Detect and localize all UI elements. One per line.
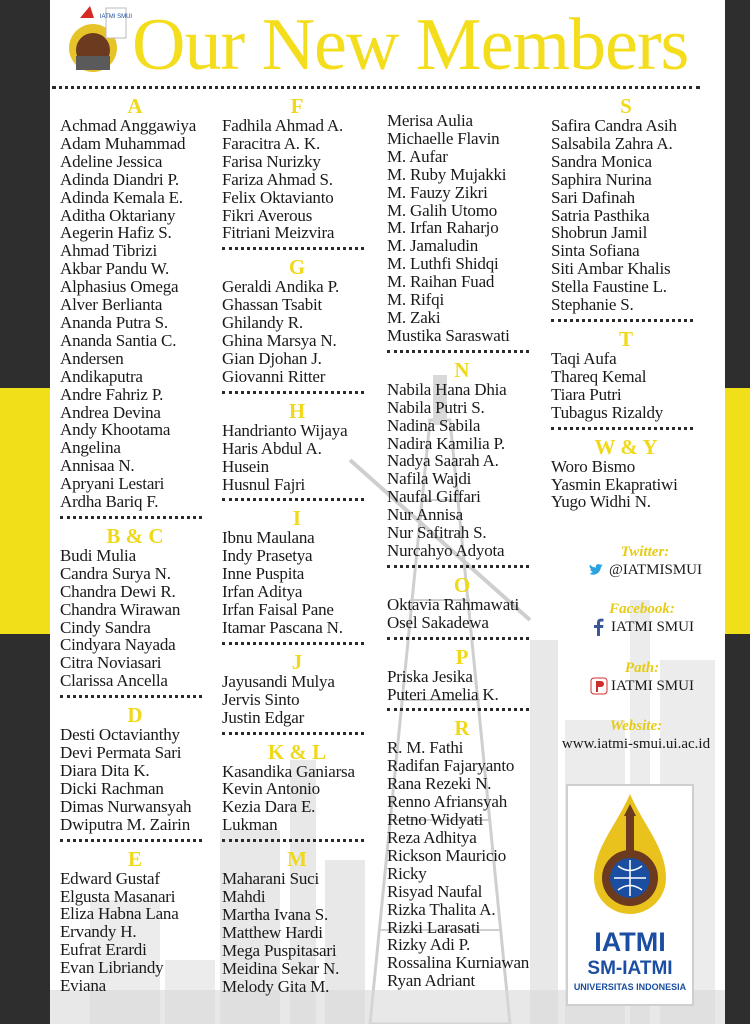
section-divider <box>387 708 529 711</box>
member-name: Budi Mulia <box>60 545 136 565</box>
member-name: Ardha Bariq F. <box>60 492 159 512</box>
member-section <box>387 574 559 640</box>
website-link[interactable]: www.iatmi-smui.ui.ac.id <box>561 736 711 752</box>
member-name: Sinta Sofiana <box>551 241 640 261</box>
member-name: M. Zaki <box>387 307 441 327</box>
member-section <box>222 741 394 843</box>
member-name: Inne Puspita <box>222 564 305 584</box>
member-name: Edward Gustaf <box>60 868 160 888</box>
member-name: Nadya Saarah A. <box>387 451 499 471</box>
member-list <box>387 668 559 704</box>
section-divider <box>222 247 364 250</box>
section-divider <box>551 319 693 322</box>
member-section <box>222 848 394 995</box>
member-name: M. Irfan Raharjo <box>387 218 499 238</box>
website-label: Website: <box>609 718 663 734</box>
member-section <box>387 717 559 990</box>
member-name: Dimas Nurwansyah <box>60 796 192 816</box>
member-name: Faracitra A. K. <box>222 133 321 153</box>
member-name: Giovanni Ritter <box>222 366 326 386</box>
member-name: R. M. Fathi <box>387 738 464 758</box>
section-letter-heading: A <box>127 94 143 118</box>
member-list <box>387 112 559 345</box>
member-name: Dwiputra M. Zairin <box>60 814 191 834</box>
section-divider <box>387 350 529 353</box>
member-name: Irfan Aditya <box>222 582 303 602</box>
member-name: Chandra Dewi R. <box>60 581 176 601</box>
member-name: Achmad Anggawiya <box>60 116 197 135</box>
section-divider <box>551 427 693 430</box>
member-name: Rizka Thalita A. <box>387 899 496 919</box>
member-list <box>222 117 394 242</box>
member-name: M. Galih Utomo <box>387 200 498 220</box>
facebook-handle[interactable]: IATMI SMUI <box>611 619 694 635</box>
member-name: Renno Afriansyah <box>387 792 508 812</box>
section-divider <box>222 642 364 645</box>
member-name: Andre Fahriz P. <box>60 384 164 404</box>
member-name: Reza Adhitya <box>387 828 477 847</box>
section-divider <box>387 565 529 568</box>
member-list <box>387 739 559 990</box>
member-section <box>60 704 232 841</box>
member-section <box>222 400 394 502</box>
member-list <box>222 278 394 385</box>
member-name: Stephanie S. <box>551 295 634 315</box>
title-divider <box>52 86 700 89</box>
section-divider <box>60 516 202 519</box>
member-name: Salsabila Zahra A. <box>551 133 673 153</box>
member-name: Ryan Adriant <box>387 971 476 991</box>
logo-sm-iatmi-text: SM-IATMI <box>587 958 673 979</box>
member-name: Ghina Marsya N. <box>222 331 337 351</box>
member-name: Nafila Wajdi <box>387 469 472 489</box>
member-name: Retno Widyati <box>387 810 484 830</box>
section-letter-heading: J <box>291 649 303 674</box>
twitter-bird-icon <box>588 561 606 579</box>
member-name: Alver Berlianta <box>60 295 163 315</box>
member-section <box>60 525 232 698</box>
twitter-block <box>560 544 730 579</box>
member-section <box>551 95 723 322</box>
member-name: Shobrun Jamil <box>551 223 648 243</box>
member-name: Jayusandi Mulya <box>222 671 335 691</box>
path-handle[interactable]: IATMI SMUI <box>611 678 694 694</box>
member-list <box>60 547 232 690</box>
member-name: Citra Noviasari <box>60 653 162 673</box>
member-name: M. Ruby Mujakki <box>387 164 507 184</box>
member-name: Fariza Ahmad S. <box>222 169 333 189</box>
section-divider <box>387 637 529 640</box>
member-name: Mega Puspitasari <box>222 940 337 960</box>
member-list <box>551 350 723 422</box>
member-name: Priska Jesika <box>387 666 473 686</box>
section-divider <box>222 391 364 394</box>
member-name: Puteri Amelia K. <box>387 684 499 704</box>
member-name: Eliza Habna Lana <box>60 904 179 924</box>
member-section <box>387 112 559 353</box>
member-name: Fitriani Meizvira <box>222 223 335 243</box>
member-name: Elgusta Masanari <box>60 886 176 906</box>
section-letter-heading: S <box>620 94 632 118</box>
section-letter-heading: D <box>127 703 143 728</box>
member-name: Aegerin Hafiz S. <box>60 223 172 243</box>
member-name: Tiara Putri <box>551 384 622 404</box>
member-name: Tubagus Rizaldy <box>551 402 664 422</box>
member-name: Ananda Santia C. <box>60 330 177 350</box>
section-divider <box>222 732 364 735</box>
member-name: Nabila Hana Dhia <box>387 379 507 399</box>
page-title: Our New Members <box>132 4 689 86</box>
member-name: Safira Candra Asih <box>551 116 677 135</box>
member-list <box>60 117 232 511</box>
member-name: Kevin Antonio <box>222 779 320 799</box>
section-divider <box>222 498 364 501</box>
member-name: Michaelle Flavin <box>387 128 500 148</box>
members-column-4 <box>551 95 723 511</box>
section-divider <box>60 839 202 842</box>
member-name: Justin Edgar <box>222 707 305 727</box>
member-name: Indy Prasetya <box>222 546 313 566</box>
path-block <box>557 660 727 695</box>
member-name: Candra Surya N. <box>60 563 171 583</box>
member-name: Sandra Monica <box>551 151 652 171</box>
member-list <box>222 529 394 636</box>
member-name: Ghassan Tsabit <box>222 295 323 315</box>
member-name: Aditha Oktariany <box>60 205 176 225</box>
member-name: M. Jamaludin <box>387 236 479 256</box>
member-name: Adinda Diandri P. <box>60 169 179 189</box>
member-name: Diara Dita K. <box>60 761 150 780</box>
member-name: Haris Abdul A. <box>222 438 322 458</box>
member-name: Naufal Giffari <box>387 487 481 507</box>
member-name: M. Luthfi Shidqi <box>387 254 499 274</box>
member-name: Cindy Sandra <box>60 617 151 637</box>
member-name: Andersen <box>60 348 124 368</box>
member-name: Ibnu Maulana <box>222 528 315 548</box>
logo-university-text: UNIVERSITAS INDONESIA <box>573 982 687 992</box>
section-divider <box>222 839 364 842</box>
member-section <box>222 651 394 735</box>
member-list <box>551 117 723 314</box>
section-letter-heading: F <box>290 94 304 118</box>
member-name: Apryani Lestari <box>60 474 165 494</box>
member-name: M. Aufar <box>387 146 448 166</box>
member-name: Lukman <box>222 815 278 835</box>
member-name: Andikaputra <box>60 366 143 386</box>
member-name: Rickson Mauricio <box>387 845 507 865</box>
member-name: Annisaa N. <box>60 456 135 476</box>
facebook-block <box>557 601 727 636</box>
member-name: Kasandika Ganiarsa <box>222 761 355 781</box>
member-name: Evan Libriandy <box>60 958 164 978</box>
member-list <box>551 458 723 512</box>
member-section <box>387 359 559 568</box>
path-label: Path: <box>624 660 660 676</box>
member-name: Clarissa Ancella <box>60 671 168 691</box>
member-section <box>222 507 394 644</box>
member-name: Rizki Larasati <box>387 917 481 937</box>
member-name: Desti Octavianthy <box>60 725 180 745</box>
member-name: Meidina Sekar N. <box>222 958 340 978</box>
member-name: Adam Muhammad <box>60 133 186 153</box>
section-letter-heading: B & C <box>106 523 164 548</box>
section-letter-heading: H <box>288 398 306 423</box>
section-letter-heading: P <box>455 644 469 669</box>
member-name: Woro Bismo <box>551 456 635 476</box>
member-name: Osel Sakadewa <box>387 612 489 632</box>
member-list <box>222 422 394 494</box>
section-letter-heading: W & Y <box>594 434 658 459</box>
member-name: Nur Safitrah S. <box>387 523 487 543</box>
member-name: Andy Khootama <box>60 420 171 440</box>
section-divider <box>60 695 202 698</box>
member-name: Taqi Aufa <box>551 348 617 368</box>
member-name: Adinda Kemala E. <box>60 187 183 207</box>
website-block <box>551 718 721 753</box>
member-list <box>222 870 394 995</box>
section-letter-heading: K & L <box>267 739 327 764</box>
member-name: M. Raihan Fuad <box>387 272 495 292</box>
member-name: Irfan Faisal Pane <box>222 600 334 620</box>
member-name: Rizky Adi P. <box>387 935 471 955</box>
section-letter-heading: T <box>618 326 633 351</box>
member-name: Andrea Devina <box>60 402 161 422</box>
member-name: Radifan Fajaryanto <box>387 756 515 776</box>
members-column-3 <box>387 112 559 990</box>
member-name: Nabila Putri S. <box>387 397 485 417</box>
member-name: Ricky <box>387 863 427 883</box>
twitter-handle[interactable]: @IATMISMUI <box>609 562 702 578</box>
member-name: Eufrat Erardi <box>60 940 147 960</box>
member-name: Ghilandy R. <box>222 313 303 333</box>
member-name: Siti Ambar Khalis <box>551 259 671 279</box>
member-section <box>60 848 232 995</box>
member-name: Mahdi <box>222 887 266 907</box>
member-name: Eviana <box>60 976 106 996</box>
member-name: Matthew Hardi <box>222 922 323 942</box>
member-name: Sari Dafinah <box>551 187 635 207</box>
member-name: Husnul Fajri <box>222 474 306 494</box>
member-name: Ervandy H. <box>60 922 137 942</box>
member-section <box>551 328 723 430</box>
member-name: Farisa Nurizky <box>222 151 321 171</box>
member-name: Nurcahyo Adyota <box>387 540 505 560</box>
member-name: Ananda Putra S. <box>60 312 168 332</box>
member-name: Saphira Nurina <box>551 169 652 189</box>
member-name: Husein <box>222 456 269 476</box>
member-name: Satria Pasthika <box>551 205 650 225</box>
logo-iatmi-text: IATMI <box>594 927 666 957</box>
member-name: Mustika Saraswati <box>387 325 510 345</box>
member-name: Martha Ivana S. <box>222 905 329 924</box>
section-letter-heading: G <box>288 255 306 280</box>
section-letter-heading: N <box>454 357 470 382</box>
section-letter-heading: E <box>127 846 142 871</box>
members-column-1 <box>60 95 232 995</box>
member-name: Melody Gita M. <box>222 976 330 996</box>
member-section <box>222 256 394 393</box>
member-name: Dicki Rachman <box>60 778 164 798</box>
member-section <box>222 95 394 250</box>
member-list <box>222 763 394 835</box>
member-name: Yugo Widhi N. <box>551 492 651 512</box>
member-name: Handrianto Wijaya <box>222 420 348 440</box>
member-name: Kezia Dara E. <box>222 797 316 817</box>
member-name: Rana Rezeki N. <box>387 774 492 794</box>
member-list <box>222 673 394 727</box>
facebook-icon <box>590 618 608 636</box>
iatmi-emblem-icon <box>568 786 692 926</box>
member-name: Fadhila Ahmad A. <box>222 116 343 135</box>
member-name: Nadira Kamilia P. <box>387 433 505 453</box>
section-letter-heading: O <box>453 572 471 597</box>
member-name: Angelina <box>60 438 121 458</box>
member-name: Stella Faustine L. <box>551 277 667 297</box>
member-name: Nadina Sabila <box>387 415 481 435</box>
section-letter-heading: R <box>454 716 470 741</box>
member-name: Risyad Naufal <box>387 881 483 901</box>
members-column-2 <box>222 95 394 996</box>
member-name: Ahmad Tibrizi <box>60 241 158 261</box>
facebook-label: Facebook: <box>609 601 675 617</box>
member-name: Thareq Kemal <box>551 366 647 386</box>
member-name: Yasmin Ekapratiwi <box>551 474 678 494</box>
member-list <box>60 870 232 995</box>
member-name: Geraldi Andika P. <box>222 277 340 297</box>
member-name: Fikri Averous <box>222 205 313 225</box>
iatmi-logo-small <box>66 6 133 78</box>
member-section <box>551 436 723 512</box>
twitter-label: Twitter: <box>620 544 670 560</box>
member-name: Chandra Wirawan <box>60 599 181 619</box>
member-list <box>387 596 559 632</box>
member-name: Alphasius Omega <box>60 277 179 297</box>
member-name: Oktavia Rahmawati <box>387 594 520 614</box>
member-name: Felix Oktavianto <box>222 187 334 207</box>
member-name: M. Rifqi <box>387 290 444 310</box>
member-name: Maharani Suci <box>222 869 320 889</box>
sm-iatmi-logo <box>566 784 694 1006</box>
member-name: Nur Annisa <box>387 505 463 525</box>
member-name: Rossalina Kurniawan <box>387 953 530 973</box>
member-section <box>60 95 232 519</box>
section-letter-heading: I <box>292 506 302 531</box>
member-name: Gian Djohan J. <box>222 348 322 368</box>
section-letter-heading: M <box>287 847 307 872</box>
member-name: Jervis Sinto <box>222 689 300 709</box>
member-list <box>387 381 559 560</box>
member-list <box>60 726 232 833</box>
member-section <box>387 646 559 712</box>
member-name: Cindyara Nayada <box>60 635 176 655</box>
path-icon <box>590 677 608 695</box>
member-name: Adeline Jessica <box>60 151 163 171</box>
svg-text:IATMI SMUI: IATMI SMUI <box>99 14 133 20</box>
member-name: Merisa Aulia <box>387 111 473 130</box>
member-name: M. Fauzy Zikri <box>387 182 488 202</box>
member-name: Itamar Pascana N. <box>222 617 343 637</box>
member-name: Akbar Pandu W. <box>60 259 170 279</box>
member-name: Devi Permata Sari <box>60 743 182 763</box>
